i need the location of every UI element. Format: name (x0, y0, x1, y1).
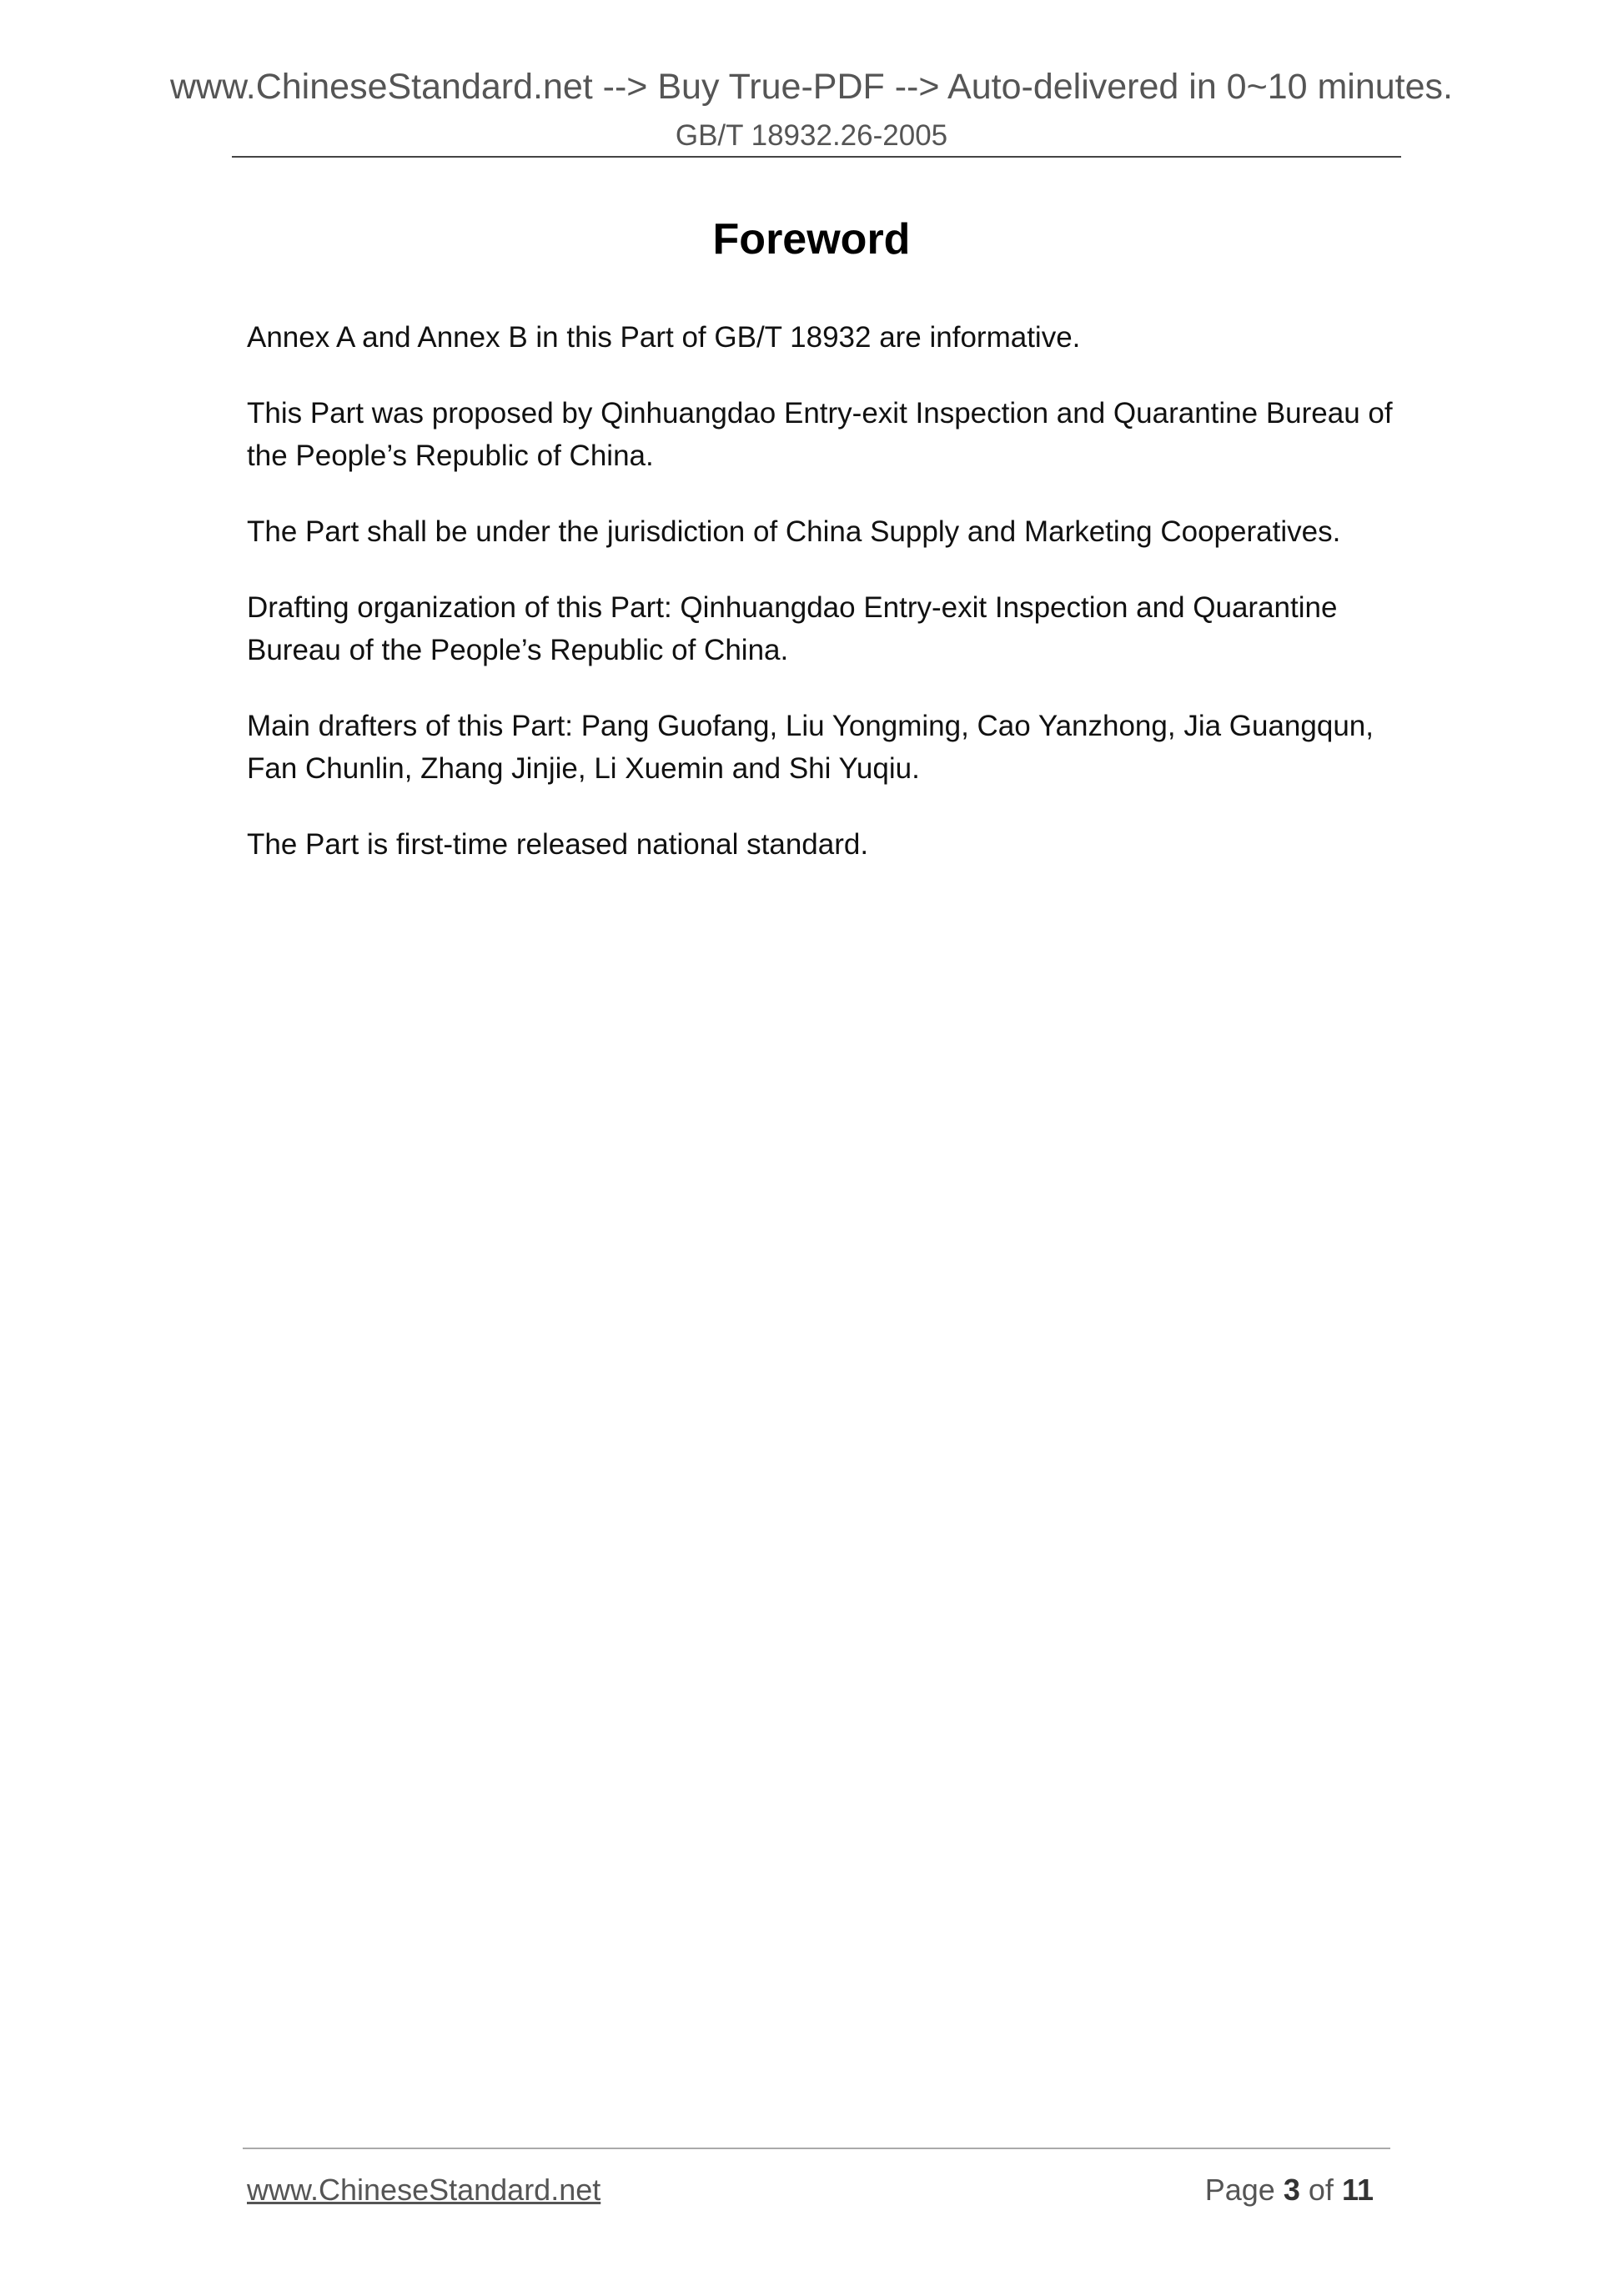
page-label: Page (1204, 2173, 1275, 2207)
total-pages: 11 (1341, 2173, 1374, 2207)
current-page: 3 (1283, 2173, 1300, 2207)
paragraph-annexes: Annex A and Annex B in this Part of GB/T 18932 are informative. (247, 321, 1081, 354)
page-title: Foreword (712, 215, 911, 264)
footer-divider (243, 2148, 1390, 2149)
paragraph-main-drafters: Main drafters of this Part: Pang Guofang, Liu Yongming, Cao Yanzhong, Jia Guangqun, Fan Chunlin, Zhang Jinjie, Li Xuemin and Shi Yuqiu. (247, 710, 1374, 785)
foreword-body (247, 316, 1394, 899)
paragraph-drafting-organization: Drafting organization of this Part: Qinhuangdao Entry-exit Inspection and Quarantine Bureau of the People’s Republic of China. (247, 591, 1338, 666)
page-number (1205, 2172, 1374, 2208)
paragraph-jurisdiction: The Part shall be under the jurisdiction of China Supply and Marketing Cooperatives. (247, 515, 1341, 548)
document-code: GB/T 18932.26-2005 (675, 119, 948, 152)
footer-website-link[interactable]: www.ChineseStandard.net (247, 2173, 601, 2207)
paragraph-proposed-by: This Part was proposed by Qinhuangdao Entry-exit Inspection and Quarantine Bureau of the People’s Republic of China. (247, 397, 1393, 472)
page-of-label: of (1308, 2173, 1334, 2207)
site-banner: www.ChineseStandard.net --> Buy True-PDF --> Auto-delivered in 0~10 minutes. (169, 67, 1453, 107)
paragraph-release-status: The Part is first-time released national standard. (247, 828, 869, 861)
header-divider (232, 156, 1401, 158)
